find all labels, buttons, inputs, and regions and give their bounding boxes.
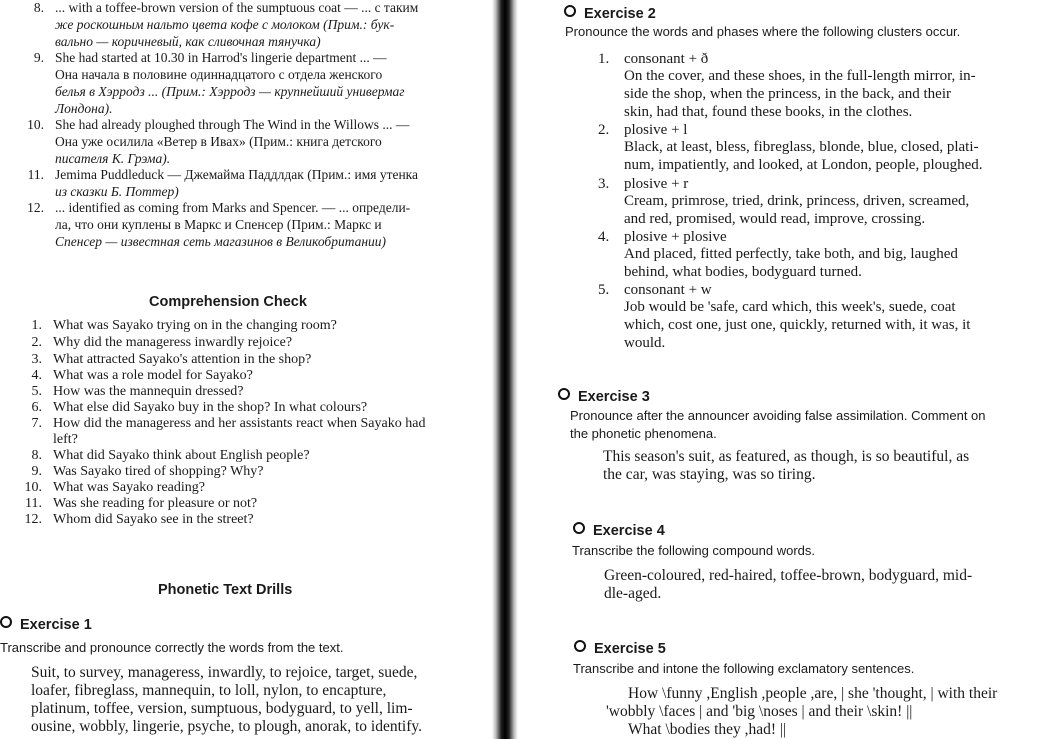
exercise-4-instruction: Transcribe the following compound words. bbox=[572, 543, 816, 558]
bullet-circle-icon bbox=[558, 388, 570, 400]
bullet-circle-icon bbox=[0, 616, 12, 628]
exercise-5-instruction: Transcribe and intone the following exclamatory sentences. bbox=[573, 661, 915, 676]
right-page: Exercise 2 Pronounce the words and phases where the following clusters occur. 1. consonant + ð On the cover, and these shoes, in the full-length mirror, in- side the shop, when the princess, in the back, and their skin, had that, found these books, in the clothes. 2. plosive + l Black, at least, bless, fibreglass, blonde, blue, closed, plati- num, impatiently, and looked, at London, people, ploughed. 3. plosive + r Cream, primrose, tried, drink, princess, driven, screamed, and red, promised, would read, improve, crossing. 4. plosive + plosive And placed, fitted perfectly, take both, and big, laughed behind, what bodies, bodyguard turned. 5. consonant + w Job would be 'safe, card which, this week's, suede, coat which, cost one, just one, quickly, returned with, it was, it would. Exercise 3 Pronounce after the announcer avoiding false assimilation. Comment on the phonetic phenomena. This season's suit, as featured, as though, is so beautiful, as the car, was staying, was so tiring. Exercise 4 Transcribe the following compound words. Green-coloured, red-haired, toffee-brown, bodyguard, mid- dle-aged. Exercise 5 Transcribe and intone the following exclamatory sentences. How \funny ,English ,people ,are, | she 'thought, | with their 'wobbly \faces | and 'big \noses | and their \skin! || What \bodies they ,had! || bbox=[528, 0, 1038, 739]
exercise-1-words: Suit, to survey, manageress, inwardly, to rejoice, target, suede, loafer, fibreglass, mannequin, to loll, nylon, to encapture, platinum, toffee, version, sumptuous, bodyguard, to yell, lim- ousine, wobbly, lingerie, psyche, to plough, anorak, to identify. bbox=[31, 664, 423, 735]
exercise-5-text: How \funny ,English ,people ,are, | she 'thought, | with their 'wobbly \faces | and 'big \noses | and their \skin! || What \bodies they ,had! || bbox=[606, 685, 998, 738]
exercise-5-title: Exercise 5 bbox=[574, 640, 666, 657]
bullet-circle-icon bbox=[564, 5, 576, 17]
exercise-3-title: Exercise 3 bbox=[558, 388, 650, 405]
phonetic-drills-heading: Phonetic Text Drills bbox=[158, 582, 293, 598]
exercise-3-text: This season's suit, as featured, as though, is so beautiful, as the car, was staying, was so tiring. bbox=[603, 448, 970, 483]
exercise-1-instruction: Transcribe and pronounce correctly the words from the text. bbox=[0, 640, 344, 655]
note-number: 8. bbox=[33, 0, 44, 15]
comprehension-check-heading: Comprehension Check bbox=[149, 294, 307, 310]
exercise-2-title: Exercise 2 bbox=[564, 5, 656, 22]
exercise-4-text: Green-coloured, red-haired, toffee-brown, bodyguard, mid- dle-aged. bbox=[604, 567, 973, 602]
left-page: 8. ... with a toffee-brown version of the sumptuous coat — ... с таким же роскошным нальто цвета кофе с молоком (Прим.: бук- вально — коричневый, как сливочная тянучка) 9. She had started at 10.30 in Harrod's lingerie department ... — Она начала в половине одиннадцатого с отдела женского белья в Хэрродз ... (Прим.: Хэрродз — крупнейший универмаг Лондона). 10. She had already ploughed through The Wind in the Willows ... — Она уже осилила «Ветер в Ивах» (Прим.: книга детского писателя К. Грэма). 11. Jemima Puddleduck — Джемайма Паддлдак (Прим.: имя утенка из сказки Б. Поттер) 12. ... identified as coming from Marks and Spencer. — ... определи- ла, что они куплены в Маркс и Спенсер (Прим.: Маркс и Спенсер — известная сеть магазинов в Великобритании) Comprehension Check 1. What was Sayako trying on in the changing room? 2. Why did the manageress inwardly rejoice? 3. What attracted Sayako's attention in the shop? 4. What was a role model for Sayako? 5. How was the mannequin dressed? 6. What else did Sayako buy in the shop? In what colours? 7. How did the manageress and her assistants react when Sayako had left? 8. What did Sayako think about English people? 9. Was Sayako tired of shopping? Why? 10. What was Sayako reading? 11. Was she reading for pleasure or not? 12. Whom did Sayako see in the street? Phonetic Text Drills Exercise 1 Transcribe and pronounce correctly the words from the text. Suit, to survey, manageress, inwardly, to rejoice, target, suede, loafer, fibreglass, mannequin, to loll, nylon, to encapture, platinum, toffee, version, sumptuous, bodyguard, to yell, lim- ousine, wobbly, lingerie, psyche, to plough, anorak, to identify. bbox=[0, 0, 490, 739]
bullet-circle-icon bbox=[574, 640, 586, 652]
bullet-circle-icon bbox=[573, 522, 585, 534]
note-text: ... with a toffee-brown version of the sumptuous coat — ... с таким bbox=[55, 0, 419, 15]
page-gutter bbox=[492, 0, 518, 739]
exercise-3-instruction: Pronounce after the announcer avoiding false assimilation. Comment on the phonetic phenomena. bbox=[570, 408, 986, 441]
exercise-2-instruction: Pronounce the words and phases where the following clusters occur. bbox=[565, 24, 961, 39]
exercise-4-title: Exercise 4 bbox=[573, 522, 665, 539]
exercise-1-title: Exercise 1 bbox=[0, 616, 92, 633]
